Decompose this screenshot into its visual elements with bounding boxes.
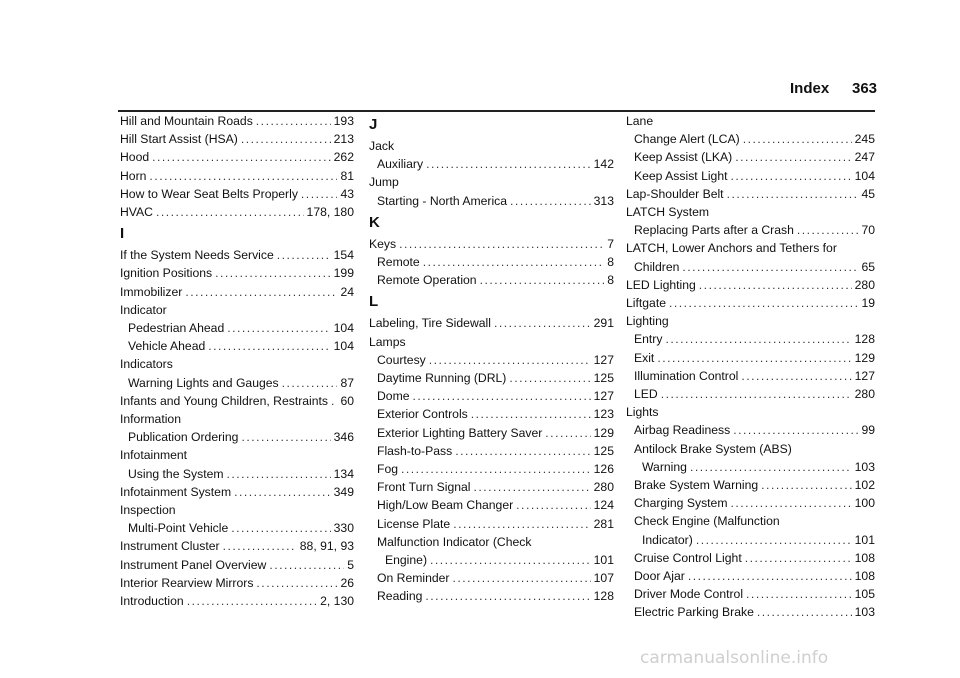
dot-leader — [661, 385, 852, 403]
index-entry[interactable] — [120, 556, 354, 574]
index-entry[interactable] — [369, 235, 614, 253]
entry-term: Replacing Parts after a Crash — [634, 223, 794, 238]
entry-term: Publication Ordering — [128, 430, 239, 445]
index-subentry[interactable] — [369, 551, 614, 569]
entry-term: Cruise Control Light — [634, 550, 742, 565]
dot-leader — [413, 387, 591, 405]
dot-leader — [149, 167, 337, 185]
dot-leader — [545, 424, 590, 442]
dot-leader — [733, 421, 858, 439]
index-subentry[interactable] — [626, 494, 875, 512]
entry-term: Liftgate — [626, 296, 666, 311]
entry-page-ref[interactable]: 127 — [854, 368, 875, 383]
index-entry[interactable] — [120, 112, 354, 130]
index-parent-term: Antilock Brake System (ABS) — [634, 441, 792, 456]
entry-page-ref[interactable]: 125 — [593, 443, 614, 458]
entry-page-ref[interactable]: 128 — [854, 332, 875, 347]
entry-term: Using the System — [128, 466, 224, 481]
entry-term: Warning Lights and Gauges — [128, 375, 279, 390]
dot-leader — [399, 235, 604, 253]
index-subentry[interactable] — [626, 258, 875, 276]
dot-leader — [156, 203, 304, 221]
entry-page-ref[interactable]: 19 — [861, 296, 875, 311]
index-entry[interactable] — [120, 264, 354, 282]
dot-leader — [743, 130, 852, 148]
entry-page-ref[interactable]: 129 — [854, 350, 875, 365]
entry-page-ref[interactable]: 134 — [333, 466, 354, 481]
index-subentry[interactable] — [369, 569, 614, 587]
dot-leader — [669, 294, 858, 312]
entry-page-ref[interactable]: 65 — [861, 259, 875, 274]
entry-term: Horn — [120, 168, 147, 183]
dot-leader — [429, 351, 591, 369]
dot-leader — [745, 549, 852, 567]
dot-leader — [473, 478, 590, 496]
index-subentry[interactable] — [369, 405, 614, 423]
dot-leader — [731, 167, 852, 185]
dot-leader — [430, 551, 591, 569]
entry-term: Driver Mode Control — [634, 587, 744, 602]
dot-leader — [516, 496, 590, 514]
index-parent-term: Inspection — [120, 503, 176, 518]
index-entry[interactable] — [120, 185, 354, 203]
index-subentry[interactable] — [369, 496, 614, 514]
page-header — [0, 80, 878, 104]
index-subentry[interactable] — [120, 337, 354, 355]
index-subentry[interactable] — [369, 460, 614, 478]
dot-leader — [688, 567, 852, 585]
dot-leader — [227, 465, 331, 483]
index-parent-term: Lamps — [369, 334, 406, 349]
entry-term: Door Ajar — [634, 569, 685, 584]
dot-leader — [223, 537, 297, 555]
index-entry[interactable] — [120, 203, 354, 221]
index-subentry[interactable] — [120, 319, 354, 337]
index-parent-term: Lane — [626, 114, 654, 128]
entry-page-ref[interactable]: 108 — [854, 569, 875, 584]
entry-page-ref[interactable]: 103 — [854, 605, 875, 620]
entry-page-ref[interactable]: 103 — [854, 459, 875, 474]
entry-page-ref[interactable]: 129 — [593, 425, 614, 440]
index-parent-term: Information — [120, 412, 181, 427]
index-column-2 — [369, 112, 614, 606]
index-entry[interactable] — [120, 130, 354, 148]
entry-page-ref[interactable]: 124 — [593, 498, 614, 513]
entry-page-ref[interactable]: 281 — [593, 516, 614, 531]
entry-term: Warning — [642, 459, 687, 474]
entry-term: Engine) — [385, 553, 428, 568]
dot-leader — [510, 192, 591, 210]
index-parent-term: Indicator — [120, 302, 167, 317]
entry-term: Immobilizer — [120, 284, 183, 299]
index-parent-term: Jack — [369, 139, 395, 153]
index-entry[interactable] — [120, 537, 354, 555]
index-subentry[interactable] — [626, 221, 875, 239]
entry-term: Pedestrian Ahead — [128, 321, 225, 336]
entry-page-ref[interactable]: 245 — [854, 132, 875, 147]
index-parent-term: LATCH, Lower Anchors and Tethers for — [626, 241, 837, 256]
entry-term: Ignition Positions — [120, 266, 213, 281]
entry-page-ref[interactable]: 104 — [333, 339, 354, 354]
entry-page-ref[interactable]: 104 — [333, 321, 354, 336]
entry-page-ref[interactable]: 280 — [854, 277, 875, 292]
entry-page-ref[interactable]: 105 — [854, 587, 875, 602]
index-subentry[interactable] — [369, 478, 614, 496]
index-parent-term: Indicators — [120, 357, 173, 372]
entry-page-ref[interactable]: 193 — [333, 114, 354, 128]
dot-leader — [761, 476, 851, 494]
entry-term: Instrument Cluster — [120, 539, 220, 554]
entry-term: Entry — [634, 332, 663, 347]
index-parent-term: LATCH System — [626, 205, 710, 220]
entry-page-ref[interactable]: 24 — [340, 284, 354, 299]
entry-page-ref[interactable]: 8 — [607, 255, 614, 270]
index-entry[interactable] — [120, 148, 354, 166]
dot-leader — [331, 392, 337, 410]
dot-leader — [741, 367, 851, 385]
entry-term: Infotainment System — [120, 484, 232, 499]
index-entry[interactable] — [120, 283, 354, 301]
index-entry[interactable] — [120, 167, 354, 185]
page-number: 363 — [852, 80, 878, 97]
index-column-1 — [120, 112, 354, 610]
dot-leader — [208, 337, 330, 355]
entry-page-ref[interactable]: 88, 91, 93 — [299, 539, 354, 554]
entry-page-ref[interactable]: 154 — [333, 248, 354, 263]
dot-leader — [757, 603, 852, 621]
entry-term: Keep Assist (LKA) — [634, 150, 733, 165]
dot-leader — [185, 283, 337, 301]
index-subentry[interactable] — [120, 465, 354, 483]
entry-term: Labeling, Tire Sidewall — [369, 316, 491, 331]
index-parent-term: Lights — [626, 405, 659, 420]
entry-term: Change Alert (LCA) — [634, 132, 740, 147]
index-subentry[interactable] — [120, 428, 354, 446]
index-subentry[interactable] — [626, 421, 875, 439]
index-subentry[interactable] — [626, 148, 875, 166]
entry-page-ref[interactable]: 70 — [861, 223, 875, 238]
index-subentry[interactable] — [369, 424, 614, 442]
entry-page-ref[interactable]: 101 — [854, 532, 875, 547]
dot-leader — [696, 531, 852, 549]
index-entry[interactable] — [120, 246, 354, 264]
index-subentry[interactable] — [626, 549, 875, 567]
entry-term: On Reminder — [377, 571, 450, 586]
index-parent-term: Jump — [369, 175, 399, 190]
dot-leader — [215, 264, 331, 282]
index-subentry[interactable] — [626, 567, 875, 585]
index-subentry[interactable] — [626, 130, 875, 148]
entry-term: Interior Rearview Mirrors — [120, 575, 254, 590]
entry-term: Exit — [634, 350, 655, 365]
index-subentry[interactable] — [369, 387, 614, 405]
entry-page-ref[interactable]: 108 — [854, 550, 875, 565]
entry-term: Keep Assist Light — [634, 168, 728, 183]
entry-page-ref[interactable]: 127 — [593, 389, 614, 404]
dot-leader — [509, 369, 590, 387]
dot-leader — [480, 271, 605, 289]
entry-page-ref[interactable]: 81 — [340, 168, 354, 183]
dot-leader — [187, 592, 317, 610]
dot-leader — [735, 148, 851, 166]
dot-leader — [746, 585, 852, 603]
entry-page-ref[interactable]: 291 — [593, 316, 614, 331]
entry-term: Remote Operation — [377, 273, 477, 288]
entry-term: LED — [634, 387, 658, 402]
dot-leader — [730, 494, 851, 512]
entry-page-ref[interactable]: 247 — [854, 150, 875, 165]
index-entry[interactable] — [626, 294, 875, 312]
entry-term: Electric Parking Brake — [634, 605, 754, 620]
entry-term: If the System Needs Service — [120, 248, 274, 263]
entry-page-ref[interactable]: 26 — [340, 575, 354, 590]
dot-leader — [471, 405, 591, 423]
entry-term: Hood — [120, 150, 150, 165]
entry-page-ref[interactable]: 2, 130 — [320, 594, 354, 609]
entry-page-ref[interactable]: 128 — [593, 589, 614, 604]
dot-leader — [426, 155, 591, 173]
entry-term: HVAC — [120, 205, 153, 220]
dot-leader — [256, 112, 331, 130]
dot-leader — [423, 253, 605, 271]
entry-page-ref[interactable]: 102 — [854, 478, 875, 493]
index-parent-term: Infotainment — [120, 448, 188, 463]
entry-term: Auxiliary — [377, 157, 424, 172]
index-letter-heading: I — [120, 225, 125, 243]
entry-page-ref[interactable]: 100 — [854, 496, 875, 511]
entry-page-ref[interactable]: 213 — [333, 132, 354, 147]
index-letter-heading: J — [369, 116, 378, 133]
index-parent-term: Malfunction Indicator (Check — [377, 534, 532, 549]
entry-term: Fog — [377, 462, 399, 477]
entry-page-ref[interactable]: 126 — [593, 462, 614, 477]
index-subentry[interactable] — [626, 367, 875, 385]
index-subentry[interactable] — [626, 603, 875, 621]
entry-term: Charging System — [634, 496, 728, 511]
entry-term: Introduction — [120, 594, 184, 609]
entry-term: High/Low Beam Changer — [377, 498, 514, 513]
index-subentry[interactable] — [369, 253, 614, 271]
entry-page-ref[interactable]: 178, 180 — [306, 205, 354, 220]
entry-page-ref[interactable]: 101 — [593, 553, 614, 568]
entry-page-ref[interactable]: 123 — [593, 407, 614, 422]
entry-page-ref[interactable]: 262 — [333, 150, 354, 165]
entry-term: Lap-Shoulder Belt — [626, 186, 724, 201]
index-entry[interactable] — [120, 483, 354, 501]
index-subentry[interactable] — [626, 330, 875, 348]
entry-page-ref[interactable]: 127 — [593, 352, 614, 367]
entry-term: Brake System Warning — [634, 478, 759, 493]
index-subentry[interactable] — [626, 385, 875, 403]
index-entry[interactable] — [120, 392, 354, 410]
entry-page-ref[interactable]: 60 — [340, 393, 354, 408]
entry-term: Vehicle Ahead — [128, 339, 206, 354]
index-entry[interactable] — [626, 185, 875, 203]
entry-page-ref[interactable]: 87 — [340, 375, 354, 390]
entry-term: How to Wear Seat Belts Properly — [120, 186, 298, 201]
entry-page-ref[interactable]: 5 — [347, 557, 354, 572]
index-entry[interactable] — [120, 574, 354, 592]
entry-term: Exterior Lighting Battery Saver — [377, 425, 543, 440]
entry-term: LED Lighting — [626, 277, 696, 292]
index-subentry[interactable] — [626, 349, 875, 367]
index-parent-term: Check Engine (Malfunction — [634, 514, 780, 529]
watermark: carmanualsonline.info — [640, 648, 829, 668]
index-subentry[interactable] — [120, 374, 354, 392]
dot-leader — [241, 428, 330, 446]
entry-page-ref[interactable]: 313 — [593, 193, 614, 208]
entry-term: Dome — [377, 389, 410, 404]
entry-term: Children — [634, 259, 680, 274]
entry-term: License Plate — [377, 516, 451, 531]
dot-leader — [690, 458, 852, 476]
index-subentry[interactable] — [626, 585, 875, 603]
index-subentry[interactable] — [626, 476, 875, 494]
index-subentry[interactable] — [369, 587, 614, 605]
entry-term: Multi-Point Vehicle — [128, 521, 229, 536]
dot-leader — [425, 587, 590, 605]
dot-leader — [269, 556, 344, 574]
entry-term: Starting - North America — [377, 193, 508, 208]
index-entry[interactable] — [626, 276, 875, 294]
dot-leader — [452, 569, 590, 587]
entry-term: Remote — [377, 255, 420, 270]
entry-page-ref[interactable]: 330 — [333, 521, 354, 536]
entry-term: Airbag Readiness — [634, 423, 731, 438]
dot-leader — [256, 574, 337, 592]
dot-leader — [453, 515, 590, 533]
entry-term: Keys — [369, 236, 397, 251]
index-letter-heading: K — [369, 213, 380, 231]
index-subentry[interactable] — [120, 519, 354, 537]
index-subentry[interactable] — [369, 155, 614, 173]
index-parent-term: Lighting — [626, 314, 669, 329]
entry-page-ref[interactable]: 346 — [333, 430, 354, 445]
entry-page-ref[interactable]: 107 — [593, 571, 614, 586]
dot-leader — [241, 130, 331, 148]
dot-leader — [282, 374, 338, 392]
entry-term: Hill and Mountain Roads — [120, 114, 253, 128]
entry-term: Exterior Controls — [377, 407, 468, 422]
entry-term: Indicator) — [642, 532, 693, 547]
entry-page-ref[interactable]: 280 — [593, 480, 614, 495]
section-title: Index — [790, 80, 830, 97]
entry-term: Reading — [377, 589, 423, 604]
entry-page-ref[interactable]: 349 — [333, 484, 354, 499]
dot-leader — [494, 314, 591, 332]
dot-leader — [227, 319, 330, 337]
dot-leader — [797, 221, 859, 239]
index-column-3 — [626, 112, 875, 622]
entry-page-ref[interactable]: 104 — [854, 168, 875, 183]
index-subentry[interactable] — [626, 458, 875, 476]
index-letter-heading: L — [369, 293, 379, 311]
index-subentry[interactable] — [369, 369, 614, 387]
entry-term: Flash-to-Pass — [377, 443, 453, 458]
index-subentry[interactable] — [626, 531, 875, 549]
dot-leader — [401, 460, 591, 478]
entry-term: Front Turn Signal — [377, 480, 471, 495]
index-subentry[interactable] — [369, 442, 614, 460]
entry-page-ref[interactable]: 199 — [333, 266, 354, 281]
dot-leader — [231, 519, 330, 537]
dot-leader — [699, 276, 852, 294]
entry-term: Infants and Young Children, Restraints — [120, 393, 329, 408]
entry-term: Courtesy — [377, 352, 426, 367]
index-subentry[interactable] — [626, 167, 875, 185]
entry-page-ref[interactable]: 142 — [593, 157, 614, 172]
entry-page-ref[interactable]: 8 — [607, 273, 614, 288]
index-subentry[interactable] — [369, 515, 614, 533]
dot-leader — [455, 442, 590, 460]
index-subentry[interactable] — [369, 192, 614, 210]
index-subentry[interactable] — [369, 351, 614, 369]
dot-leader — [152, 148, 331, 166]
dot-leader — [277, 246, 331, 264]
entry-page-ref[interactable]: 125 — [593, 371, 614, 386]
dot-leader — [727, 185, 859, 203]
index-entry[interactable] — [120, 592, 354, 610]
entry-page-ref[interactable]: 43 — [340, 186, 354, 201]
entry-term: Illumination Control — [634, 368, 739, 383]
dot-leader — [301, 185, 338, 203]
dot-leader — [665, 330, 851, 348]
dot-leader — [682, 258, 858, 276]
entry-term: Hill Start Assist (HSA) — [120, 132, 238, 147]
entry-page-ref[interactable]: 99 — [861, 423, 875, 438]
dot-leader — [657, 349, 851, 367]
index-entry[interactable] — [369, 314, 614, 332]
entry-page-ref[interactable]: 280 — [854, 387, 875, 402]
dot-leader — [234, 483, 331, 501]
entry-page-ref[interactable]: 45 — [861, 186, 875, 201]
entry-term: Daytime Running (DRL) — [377, 371, 507, 386]
entry-page-ref[interactable]: 7 — [607, 236, 614, 251]
entry-term: Instrument Panel Overview — [120, 557, 267, 572]
index-subentry[interactable] — [369, 271, 614, 289]
